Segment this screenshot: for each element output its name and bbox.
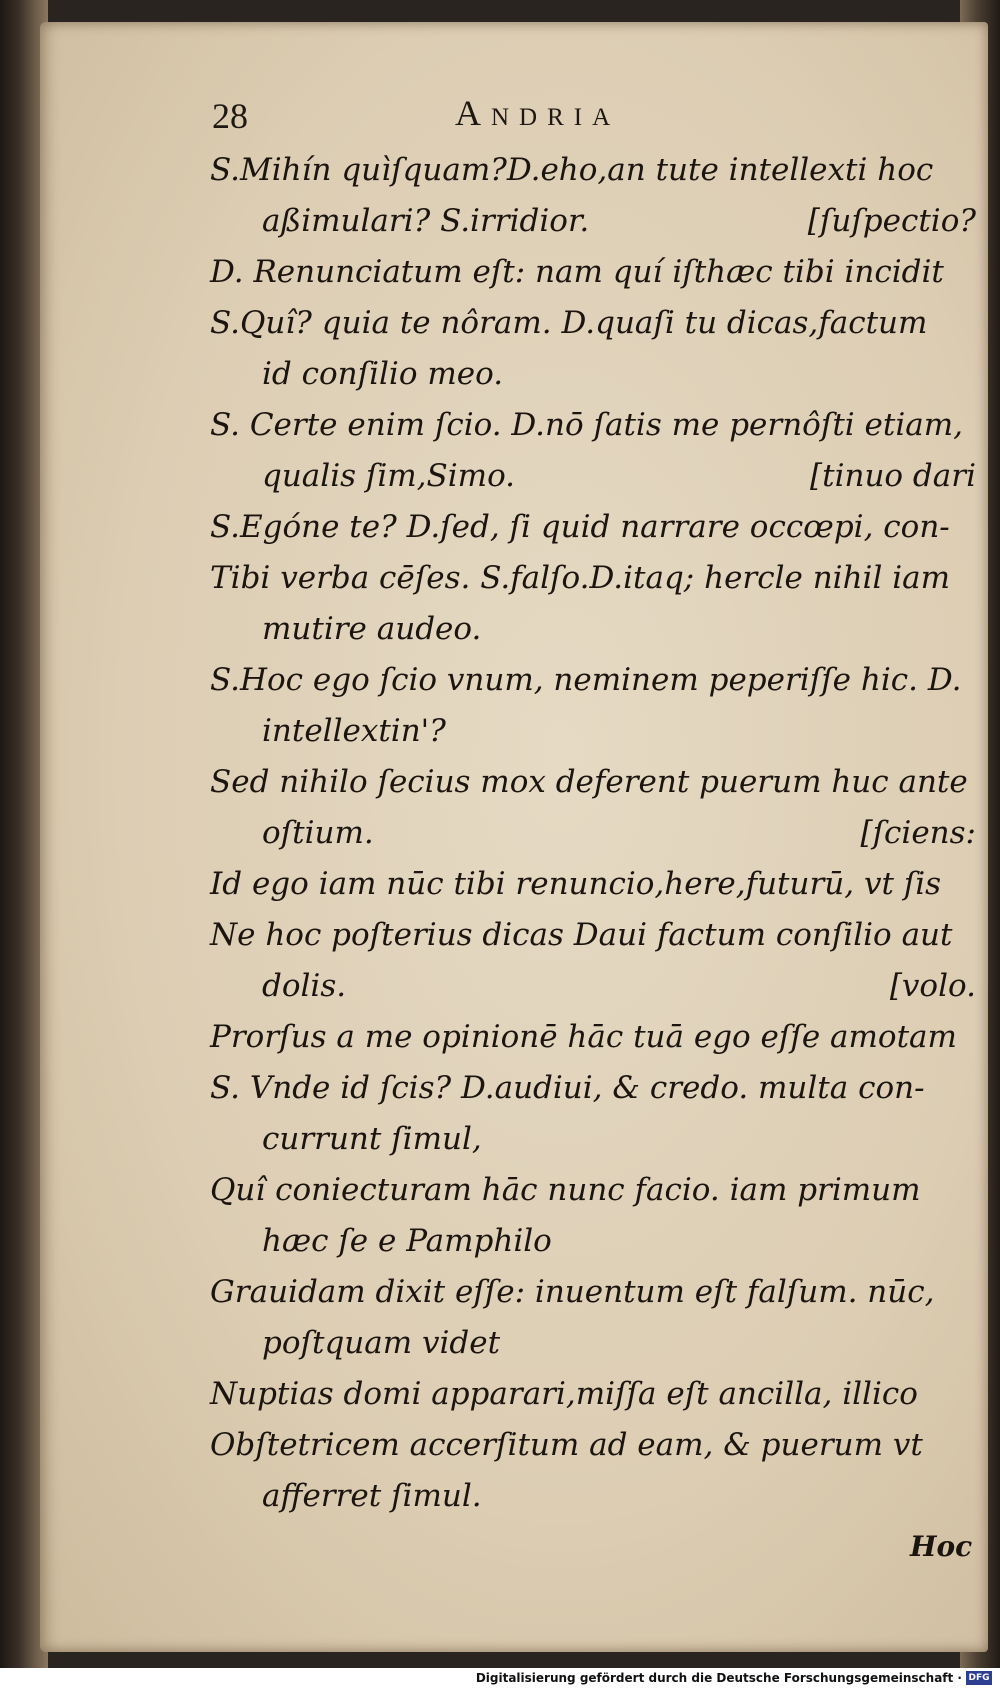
verse-line-text: currunt ſimul, (262, 1121, 482, 1157)
verse-line (210, 604, 970, 655)
verse-line (210, 706, 970, 757)
verse-line (210, 808, 976, 859)
verse-line (210, 655, 970, 706)
verse-line-text: id conſilio meo. (262, 356, 504, 392)
verse-line-text: Grauidam dixit eſſe: inuentum eſt falſum. nūc, (210, 1274, 935, 1310)
verse-line-text: Tibi verba cēſes. S.falſo.D.itaq; hercle nihil iam (210, 560, 951, 596)
verse-line (210, 1114, 970, 1165)
verse-line-text: Ne hoc poſterius dicas Daui factum conſilio aut (210, 917, 953, 953)
verse-line-text: qualis ſim,Simo. (262, 458, 516, 494)
verse-line-text: aßimulari? S.irridior. (262, 203, 590, 239)
verse-line-text: S. Certe enim ſcio. D.nō ſatis me pernôſti etiam, (210, 407, 963, 443)
verse-line (210, 451, 976, 502)
verse-line (210, 1471, 970, 1522)
verse-line-text: Obſtetricem accerſitum ad eam, & puerum vt (210, 1427, 923, 1463)
verse-line (210, 1012, 970, 1063)
verse-line-text: intellextin'? (262, 713, 446, 749)
running-head: Andria (455, 93, 621, 133)
dfg-logo: DFG (966, 1671, 992, 1685)
verse-line (210, 298, 970, 349)
verse-line (210, 1420, 970, 1471)
verse-line (210, 1318, 970, 1369)
verse-line (210, 1216, 970, 1267)
verse-line (210, 553, 970, 604)
verse-line (210, 1165, 970, 1216)
marginal-turnover: [ſciens: (860, 815, 976, 851)
verse-line-text: S.Egóne te? D.ſed, ſi quid narrare occœpi, con- (210, 509, 950, 545)
verse-line-text: S.Hoc ego ſcio vnum, neminem peperiſſe hic. D. (210, 662, 962, 698)
verse-line-text: Quî coniecturam hāc nunc facio. iam primum (210, 1172, 921, 1208)
verse-line (210, 502, 970, 553)
verse-line-text: hæc ſe e Pamphilo (262, 1223, 552, 1259)
verse-line (210, 910, 970, 961)
verse-line-text: dolis. (262, 968, 347, 1004)
verse-line-text: Sed nihilo ſecius mox deferent puerum huc ante (210, 764, 968, 800)
verse-line-text: Nuptias domi apparari,miſſa eſt ancilla, illico (210, 1376, 918, 1412)
verse-line-text: mutire audeo. (262, 611, 482, 647)
verse-line-text: S.Mihín quìſquam?D.eho,an tute intellexti hoc (210, 152, 934, 188)
marginal-turnover: [tinuo dari (810, 458, 976, 494)
verse-line (210, 961, 976, 1012)
verse-line-text: Id ego iam nūc tibi renuncio,here,futurū, vt ſis (210, 866, 942, 902)
verse-line-text: poſtquam videt (262, 1325, 501, 1361)
verse-line (210, 145, 970, 196)
verse-line (210, 1369, 970, 1420)
verse-line (210, 1267, 970, 1318)
verse-line-text: S.Quî? quia te nôram. D.quaſi tu dicas,factum (210, 305, 928, 341)
marginal-turnover: [ſuſpectio? (807, 203, 976, 239)
verse-line (210, 400, 970, 451)
verse-line-text: S. Vnde id ſcis? D.audiui, & credo. multa con- (210, 1070, 925, 1106)
verse-line-text: afferret ſimul. (262, 1478, 482, 1514)
verse-text-block (210, 145, 976, 1522)
verse-line (210, 1063, 970, 1114)
verse-line (210, 859, 970, 910)
digitization-credit: Digitalisierung gefördert durch die Deutsche Forschungsgemeinschaft · (475, 1671, 962, 1685)
verse-line-text: D. Renunciatum eſt: nam quí iſthæc tibi incidit (210, 254, 944, 290)
verse-line-text: Prorſus a me opinionē hāc tuā ego eſſe amotam (210, 1019, 957, 1055)
verse-line (210, 247, 970, 298)
catchword: Hoc (910, 1530, 973, 1563)
page-number: 28 (212, 96, 248, 136)
verse-line (210, 349, 970, 400)
verse-line (210, 757, 970, 808)
marginal-turnover: [volo. (889, 968, 976, 1004)
verse-line (210, 196, 976, 247)
verse-line-text: oſtium. (262, 815, 374, 851)
